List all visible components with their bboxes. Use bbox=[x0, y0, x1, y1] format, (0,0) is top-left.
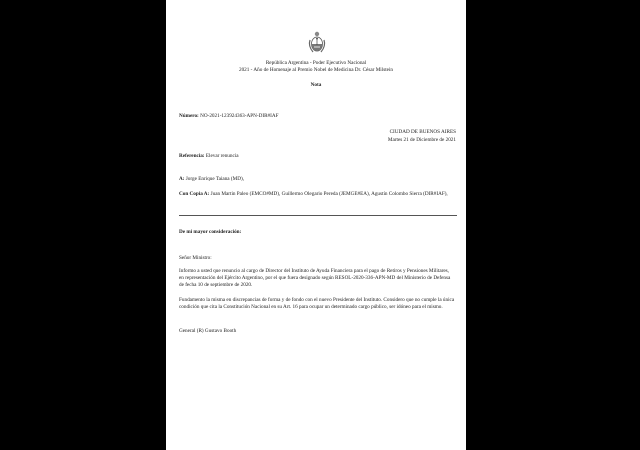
con-copia-row bbox=[179, 191, 455, 198]
destinatario-row bbox=[179, 176, 244, 183]
argentina-coat-of-arms-icon bbox=[307, 30, 327, 54]
divider bbox=[179, 215, 457, 216]
numero-label: Número: bbox=[179, 113, 199, 119]
salutation: Señor Ministro: bbox=[179, 255, 212, 261]
referencia-value: Elevar renuncia bbox=[205, 153, 239, 159]
greeting: De mi mayor consideración: bbox=[179, 229, 242, 235]
destinatario-value: Jorge Enrique Taiana (MD), bbox=[185, 176, 244, 182]
referencia-label: Referencia: bbox=[179, 153, 205, 159]
referencia-row bbox=[179, 153, 239, 160]
document-type: Nota bbox=[310, 82, 322, 88]
body-paragraph-2: Fundamento la misma en discrepancias de forma y de fondo con el nuevo Presidente del Instituto. Considero que no cumple la única condición que cita la Constitución Nacional en su Art. 16 para ocupar un determinado cargo público, ser idóneo para el mismo. bbox=[179, 297, 455, 311]
header-line-2: 2021 - Año de Homenaje al Premio Nobel de Medicina Dr. César Milstein bbox=[238, 67, 393, 73]
con-copia-label: Con Copia A: bbox=[179, 191, 210, 197]
date: Martes 21 de Diciembre de 2021 bbox=[387, 137, 456, 143]
body-paragraph-1: Informo a usted que renuncio al cargo de Director del Instituto de Ayuda Financiera para el pago de Retiros y Pensiones Militares, en representación del Ejército Argentino, por el que fuera designado según RESOL-2020-336-APN-MD del Ministerio de Defensa de fecha 10 de septiembre de 2020. bbox=[179, 268, 451, 289]
document-page bbox=[166, 0, 466, 450]
con-copia-value: Juan Martin Paleo (EMCO#MD), Guillermo Olegario Pereda (JEMGE#EA), Agustín Colombo Sierra (DIR#IAF), bbox=[210, 191, 448, 197]
signature: General (R) Gustavo Booth bbox=[179, 328, 237, 334]
numero-row bbox=[179, 113, 278, 120]
numero-value: NO-2021-123924363-APN-DIR#IAF bbox=[200, 113, 279, 119]
place: CIUDAD DE BUENOS AIRES bbox=[389, 129, 456, 135]
destinatario-label: A: bbox=[179, 176, 185, 182]
header-line-1: República Argentina - Poder Ejecutivo Nacional bbox=[265, 60, 367, 66]
